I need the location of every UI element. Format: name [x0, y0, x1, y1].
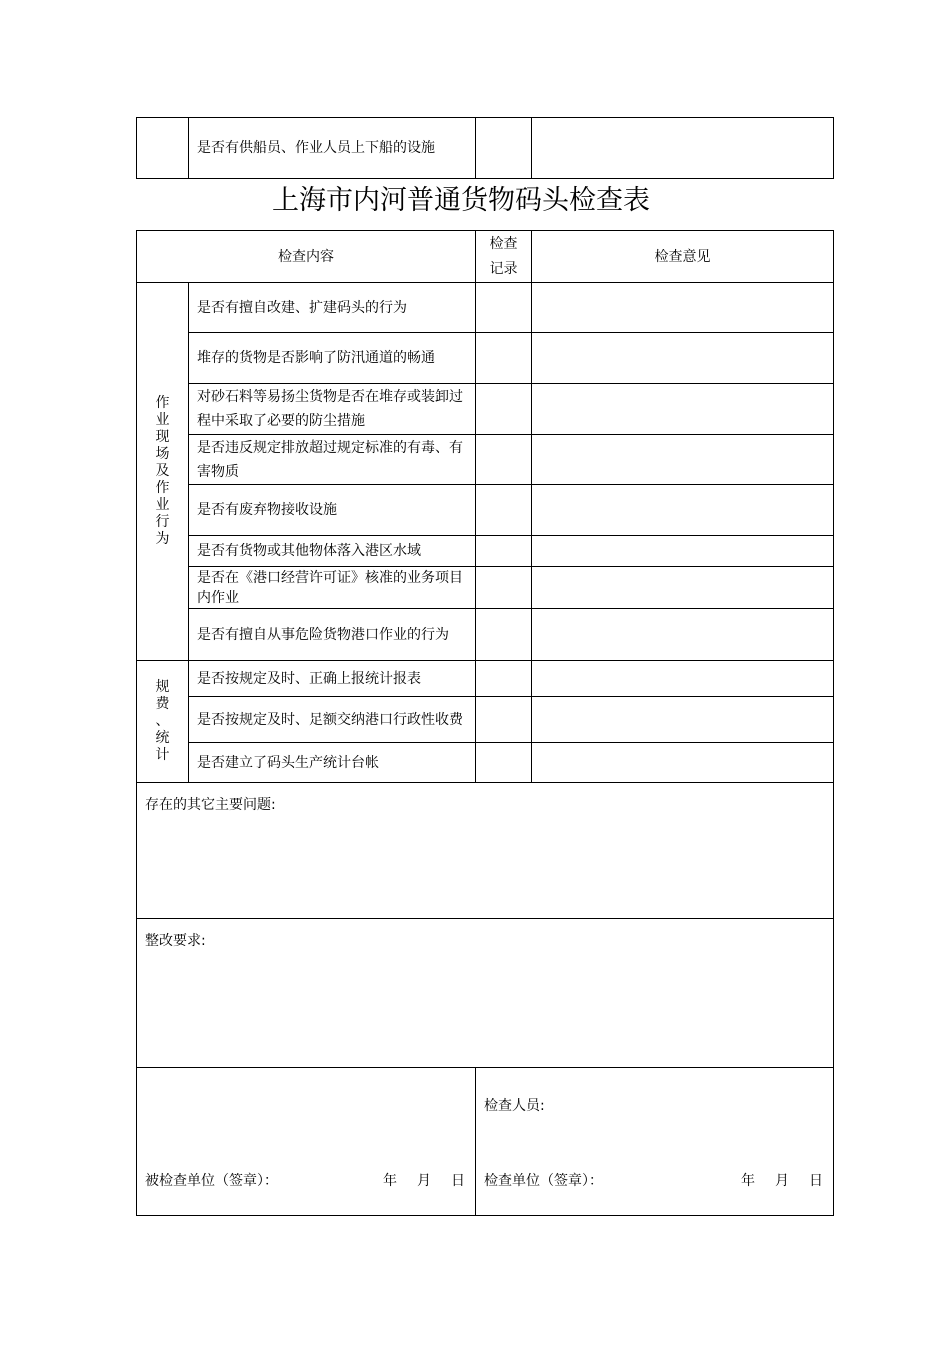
table-row: [137, 485, 834, 536]
inspected-unit-date: [383, 1171, 465, 1191]
other-issues-row: [137, 783, 834, 919]
opinion-cell[interactable]: [532, 435, 834, 485]
rectification-row: [137, 919, 834, 1068]
check-item: 是否有擅自改建、扩建码头的行为: [189, 283, 476, 333]
opinion-cell[interactable]: [532, 384, 834, 435]
check-item: 是否按规定及时、正确上报统计报表: [189, 661, 476, 697]
section-label-char: 场: [155, 446, 170, 462]
opinion-cell[interactable]: [532, 661, 834, 697]
day-label: 日: [809, 1173, 823, 1189]
record-cell[interactable]: [476, 661, 532, 697]
section-label-char: 、: [155, 713, 170, 729]
record-cell[interactable]: [476, 743, 532, 783]
opinion-cell[interactable]: [532, 118, 834, 179]
section-label-text: [137, 679, 188, 764]
inspection-table: [136, 230, 834, 1216]
table-row: [137, 567, 834, 609]
check-item: 是否在《港口经营许可证》核准的业务项目内作业: [189, 567, 476, 609]
other-issues-label: 存在的其它主要问题:: [145, 797, 276, 813]
record-cell[interactable]: [476, 118, 532, 179]
section-label-char: 及: [155, 463, 170, 479]
section-label-char: 为: [155, 531, 170, 547]
table-row: [137, 743, 834, 783]
check-item: 是否建立了码头生产统计台帐: [189, 743, 476, 783]
header-opinion: 检查意见: [532, 231, 834, 283]
header-row: [137, 231, 834, 283]
section-label-char: 业: [155, 497, 170, 513]
table-row: [137, 333, 834, 384]
opinion-cell[interactable]: [532, 609, 834, 661]
opinion-cell[interactable]: [532, 485, 834, 536]
section-label-operations: [137, 283, 189, 661]
section-label-char: 计: [155, 747, 170, 763]
section-label-text: [137, 395, 188, 548]
section-label-fees-statistics: [137, 661, 189, 783]
opinion-cell[interactable]: [532, 283, 834, 333]
section-label-char: 作: [155, 480, 170, 496]
inspecting-unit-date: [741, 1171, 823, 1191]
record-cell[interactable]: [476, 435, 532, 485]
inspected-unit-signature[interactable]: [137, 1068, 476, 1216]
record-cell[interactable]: [476, 697, 532, 743]
month-label: 月: [417, 1173, 431, 1189]
inspector-label: 检查人员:: [484, 1098, 545, 1114]
section-label-char: 作: [155, 395, 170, 411]
table-row: [137, 536, 834, 567]
record-cell[interactable]: [476, 485, 532, 536]
header-content: 检查内容: [137, 231, 476, 283]
page-title: 上海市内河普通货物码头检查表: [272, 185, 650, 216]
section-label-char: 费: [155, 696, 170, 712]
other-issues-field[interactable]: [137, 783, 834, 919]
check-item: 堆存的货物是否影响了防汛通道的畅通: [189, 333, 476, 384]
table-row: [137, 384, 834, 435]
inspecting-unit-label: 检查单位（签章）：: [484, 1173, 603, 1189]
inspected-unit-label: 被检查单位（签章）：: [145, 1173, 278, 1189]
table-row: [137, 435, 834, 485]
section-label-char: 规: [155, 679, 170, 695]
check-item: 是否违反规定排放超过规定标准的有毒、有害物质: [189, 435, 476, 485]
check-item: 是否有擅自从事危险货物港口作业的行为: [189, 609, 476, 661]
opinion-cell[interactable]: [532, 697, 834, 743]
continuation-table: [136, 117, 834, 179]
check-item: 是否有供船员、作业人员上下船的设施: [189, 118, 476, 179]
table-row: [137, 118, 834, 179]
month-label: 月: [775, 1173, 789, 1189]
section-label-char: 业: [155, 412, 170, 428]
day-label: 日: [451, 1173, 465, 1189]
header-record: 检查记录: [476, 231, 532, 283]
record-cell[interactable]: [476, 283, 532, 333]
opinion-cell[interactable]: [532, 536, 834, 567]
section-cell: [137, 118, 189, 179]
check-item: 是否按规定及时、足额交纳港口行政性收费: [189, 697, 476, 743]
record-cell[interactable]: [476, 333, 532, 384]
table-row: [137, 697, 834, 743]
record-cell[interactable]: [476, 384, 532, 435]
section-label-char: 行: [155, 514, 170, 530]
record-cell[interactable]: [476, 609, 532, 661]
check-item: 是否有废弃物接收设施: [189, 485, 476, 536]
record-cell[interactable]: [476, 536, 532, 567]
check-item: 对砂石料等易扬尘货物是否在堆存或装卸过程中采取了必要的防尘措施: [189, 384, 476, 435]
rectification-label: 整改要求:: [145, 933, 206, 949]
opinion-cell[interactable]: [532, 743, 834, 783]
record-cell[interactable]: [476, 567, 532, 609]
table-row: [137, 283, 834, 333]
rectification-field[interactable]: [137, 919, 834, 1068]
year-label: 年: [383, 1173, 397, 1189]
table-row: [137, 661, 834, 697]
section-label-char: 统: [155, 730, 170, 746]
opinion-cell[interactable]: [532, 333, 834, 384]
inspector-signature[interactable]: [476, 1068, 834, 1216]
signature-row: [137, 1068, 834, 1216]
check-item: 是否有货物或其他物体落入港区水域: [189, 536, 476, 567]
section-label-char: 现: [155, 429, 170, 445]
year-label: 年: [741, 1173, 755, 1189]
opinion-cell[interactable]: [532, 567, 834, 609]
table-row: [137, 609, 834, 661]
